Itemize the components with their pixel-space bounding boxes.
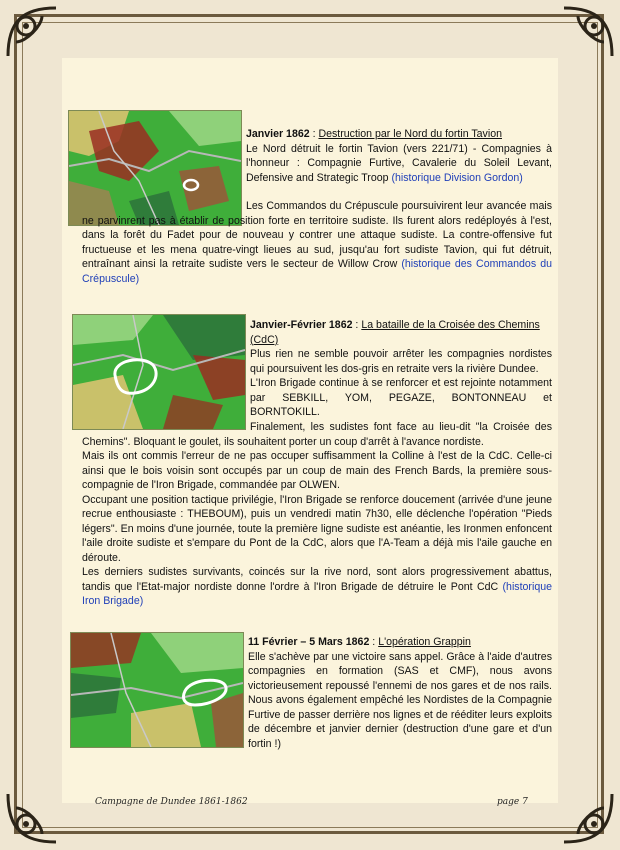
section-1-title: Destruction par le Nord du fortin Tavion: [318, 128, 502, 140]
section-2-paragraph-1: Plus rien ne semble pouvoir arrêter les compagnies nordistes qui poursuivent les dos-gris en retraite vers la rivière Dundee.: [250, 348, 552, 375]
section-1-history-link[interactable]: (historique Division Gordon): [391, 171, 523, 184]
corner-ornament-top-left: [2, 2, 62, 62]
section-3-block: [248, 635, 552, 751]
section-2-separator: :: [352, 319, 362, 331]
section-3-paragraph-1: Elle s'achève par une victoire sans appel. Grâce à l'aide d'autres compagnies en formation (SAS et CMF), nous avons victorieusement repoussé l'ennemi de nos gares et de nos rails. Nous avons également empêché les Nordistes de la Compagnie Furtive de passer derrière nos lignes et de rééditer leurs exploits de décembre et janvier dernier (destruction d'une gare et d'un fortin !): [248, 650, 552, 750]
section-2-paragraph-6: Les derniers sudistes survivants, coincés sur la rive nord, sont alors progressivement abattus, tandis que l'Etat-major nordiste donne l'ordre à l'Iron Brigade de détruire le Pont CdC: [82, 566, 552, 593]
campaign-map-image-2: [72, 314, 246, 430]
section-2-heading-block: [250, 318, 552, 420]
section-1-heading-block: [246, 127, 552, 185]
section-2-paragraph-5: Occupant une position tactique privilégie, l'Iron Brigade se renforce doucement (arrivée d'une jeune recrue enthousiaste : THEBOUM), puis un vendredi matin 7h30, elle déclenche l'opération "Pieds légers". En moins d'une journée, toute la première ligne sudiste est anéantie, les Ironmen enfoncent l'aile droite sudiste et s'empare du Pont de la CdC, alors que l'A-Team a déjà mis l'aile gauche en déroute.: [82, 493, 552, 564]
footer-page-number: page 7: [497, 797, 528, 807]
section-2-date: Janvier-Février 1862: [250, 319, 353, 331]
section-2-body: [82, 420, 552, 609]
section-1-paragraph-1: Le Nord détruit le fortin Tavion (vers 221/71) - Compagnies à l'honneur : Compagnie Furtive, Cavalerie du Soleil Levant, Defensive and Strategic Troop: [246, 142, 552, 184]
section-2-paragraph-2: L'Iron Brigade continue à se renforcer et est rejointe notamment par SEBKILL, YOM, PEGAZE, BONTONNEAU et BORNTOKILL.: [250, 377, 552, 418]
section-3-title: L'opération Grappin: [378, 636, 471, 648]
section-2-title: La bataille de la Croisée des Chemins (CdC): [250, 319, 540, 346]
section-1-body: [82, 199, 552, 286]
corner-ornament-bottom-right: [558, 788, 618, 848]
section-1-separator: :: [309, 128, 319, 140]
section-2-history-link[interactable]: (historique Iron Brigade): [82, 580, 552, 607]
section-2-paragraph-3: Finalement, les sudistes font face au lieu-dit "la Croisée des Chemins". Bloquant le goulet, ils souhaitent porter un coup d'arrêt à l'avance nordiste.: [82, 421, 552, 448]
section-3-date: 11 Février – 5 Mars 1862: [248, 636, 370, 648]
section-2-paragraph-4: Mais ils ont commis l'erreur de ne pas occuper suffisamment la Colline à l'est de la CdC. Celle-ci ainsi que le bois voisin sont occupés par un coup de main des French Bards, la première sous-compagnie de l'Iron Brigade, commandée par OLWEN.: [82, 450, 552, 491]
corner-ornament-bottom-left: [2, 788, 62, 848]
footer-campaign-title: Campagne de Dundee 1861-1862: [95, 797, 248, 807]
campaign-map-image-3: [70, 632, 244, 748]
corner-ornament-top-right: [558, 2, 618, 62]
section-1-history-link-2[interactable]: (historique des Commandos du Crépuscule): [82, 258, 552, 285]
section-1-paragraph-2: Les Commandos du Crépuscule poursuivirent leur avancée mais ne parvinrent pas à établir de position forte en territoire sudiste. Ils furent alors redéployés à l'est, dans la forêt du Fadet pour de nouveau y contrer une attaque sudiste. La contre-offensive fut fructueuse et les mena quatre-vingt lieues au sud, jusqu'au fort sudiste Tavion, qui fut détruit, entraînant ainsi la retraite sudiste vers le secteur de Willow Crow: [82, 200, 552, 270]
section-1-date: Janvier 1862: [246, 128, 310, 140]
section-3-separator: :: [369, 636, 379, 648]
